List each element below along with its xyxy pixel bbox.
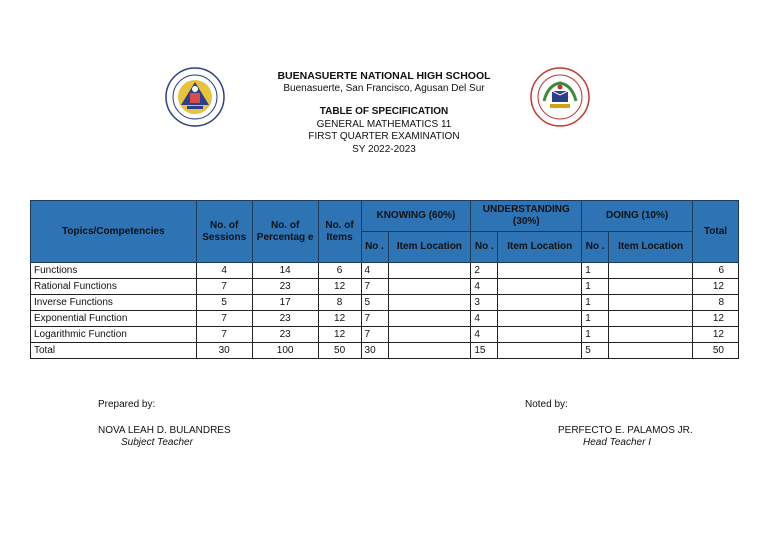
understanding-location-cell [498, 327, 582, 343]
total-cell: 50 [692, 343, 738, 359]
header-understanding: UNDERSTANDING (30%) [471, 201, 582, 232]
total-cell: 12 [692, 279, 738, 295]
header-understanding-no: No . [471, 232, 498, 263]
topic-cell: Functions [31, 263, 197, 279]
exam-name: FIRST QUARTER EXAMINATION [308, 131, 460, 142]
topic-cell: Exponential Function [31, 311, 197, 327]
understanding-location-cell [498, 263, 582, 279]
understanding-no-cell: 4 [471, 311, 498, 327]
table-row [31, 295, 739, 311]
total-cell: 12 [692, 311, 738, 327]
school-address: Buenasuerte, San Francisco, Agusan Del Sur [283, 82, 485, 94]
prepared-by-label: Prepared by: [98, 399, 156, 410]
understanding-location-cell [498, 311, 582, 327]
header-percentage: No. of Percentag e [252, 201, 318, 263]
knowing-no-cell: 7 [361, 327, 388, 343]
understanding-no-cell: 15 [471, 343, 498, 359]
table-row [31, 343, 739, 359]
knowing-location-cell [388, 295, 471, 311]
prepared-by-name: NOVA LEAH D. BULANDRES [98, 425, 231, 436]
percentage-cell: 14 [252, 263, 318, 279]
items-cell: 50 [318, 343, 361, 359]
school-name: BUENASUERTE NATIONAL HIGH SCHOOL [277, 70, 491, 82]
understanding-no-cell: 4 [471, 327, 498, 343]
sessions-cell: 7 [196, 279, 252, 295]
header-understanding-item-location: Item Location [498, 232, 582, 263]
items-cell: 12 [318, 311, 361, 327]
understanding-location-cell [498, 343, 582, 359]
percentage-cell: 100 [252, 343, 318, 359]
items-cell: 6 [318, 263, 361, 279]
document-title: TABLE OF SPECIFICATION [319, 106, 449, 117]
school-seal-logo [530, 67, 590, 127]
sessions-cell: 7 [196, 311, 252, 327]
header-sessions: No. of Sessions [196, 201, 252, 263]
header-knowing-no: No . [361, 232, 388, 263]
table-row [31, 263, 739, 279]
header-doing-no: No . [582, 232, 609, 263]
doing-location-cell [609, 279, 693, 295]
sessions-cell: 5 [196, 295, 252, 311]
knowing-location-cell [388, 343, 471, 359]
topic-cell: Total [31, 343, 197, 359]
total-cell: 12 [692, 327, 738, 343]
subject-name: GENERAL MATHEMATICS 11 [316, 118, 452, 130]
topic-cell: Rational Functions [31, 279, 197, 295]
sessions-cell: 30 [196, 343, 252, 359]
doing-no-cell: 1 [582, 279, 609, 295]
total-cell: 8 [692, 295, 738, 311]
doing-location-cell [609, 295, 693, 311]
noted-role-text: Head Teacher I [583, 437, 652, 448]
prepared-by-role [121, 437, 193, 449]
knowing-no-cell: 5 [361, 295, 388, 311]
doing-location-cell [609, 327, 693, 343]
header-knowing-item-location: Item Location [388, 232, 471, 263]
total-cell: 6 [692, 263, 738, 279]
doing-no-cell: 5 [582, 343, 609, 359]
percentage-cell: 23 [252, 327, 318, 343]
understanding-no-cell: 3 [471, 295, 498, 311]
table-row [31, 311, 739, 327]
doing-no-cell: 1 [582, 327, 609, 343]
doing-location-cell [609, 263, 693, 279]
sessions-cell: 7 [196, 327, 252, 343]
topic-cell: Logarithmic Function [31, 327, 197, 343]
header-total: Total [692, 201, 738, 263]
knowing-location-cell [388, 263, 471, 279]
knowing-no-cell: 7 [361, 279, 388, 295]
doing-location-cell [609, 343, 693, 359]
specification-table [30, 200, 739, 359]
knowing-no-cell: 30 [361, 343, 388, 359]
knowing-location-cell [388, 327, 471, 343]
header-knowing: KNOWING (60%) [361, 201, 471, 232]
noted-by-label: Noted by: [525, 399, 568, 410]
header-items: No. of Items [318, 201, 361, 263]
table-row [31, 279, 739, 295]
doing-no-cell: 1 [582, 295, 609, 311]
understanding-location-cell [498, 279, 582, 295]
noted-by-name: PERFECTO E. PALAMOS JR. [558, 425, 693, 436]
noted-by-role [583, 437, 651, 449]
doing-no-cell: 1 [582, 263, 609, 279]
knowing-location-cell [388, 311, 471, 327]
knowing-location-cell [388, 279, 471, 295]
table-row [31, 327, 739, 343]
prepared-role-text: Subject Teacher [121, 437, 193, 448]
doing-no-cell: 1 [582, 311, 609, 327]
header-topics: Topics/Competencies [31, 201, 197, 263]
percentage-cell: 23 [252, 311, 318, 327]
header-doing-item-location: Item Location [609, 232, 693, 263]
percentage-cell: 17 [252, 295, 318, 311]
understanding-location-cell [498, 295, 582, 311]
school-year: SY 2022-2023 [352, 143, 416, 155]
percentage-cell: 23 [252, 279, 318, 295]
understanding-no-cell: 4 [471, 279, 498, 295]
knowing-no-cell: 7 [361, 311, 388, 327]
doing-location-cell [609, 311, 693, 327]
deped-seal-logo [165, 67, 225, 127]
knowing-no-cell: 4 [361, 263, 388, 279]
sessions-cell: 4 [196, 263, 252, 279]
topic-cell: Inverse Functions [31, 295, 197, 311]
understanding-no-cell: 2 [471, 263, 498, 279]
items-cell: 12 [318, 327, 361, 343]
items-cell: 12 [318, 279, 361, 295]
header-doing: DOING (10%) [582, 201, 693, 232]
items-cell: 8 [318, 295, 361, 311]
document-header [230, 70, 538, 156]
